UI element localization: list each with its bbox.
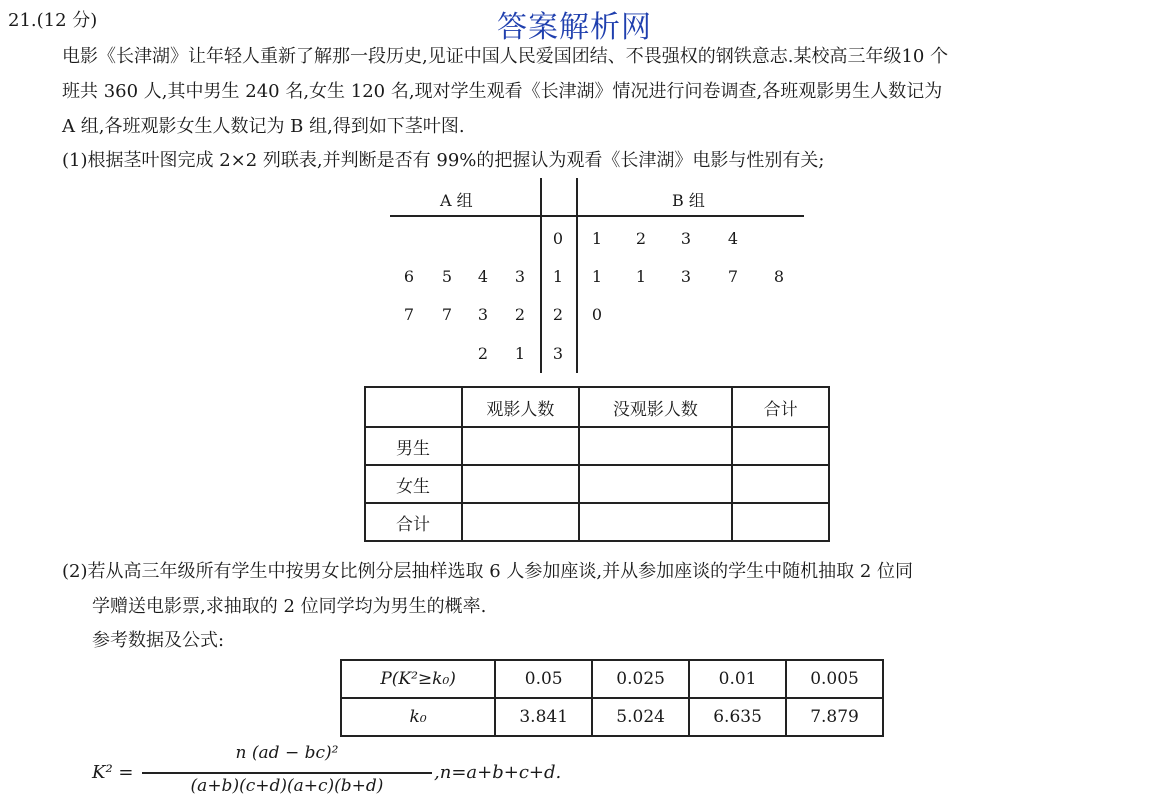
empty-cell <box>462 503 578 541</box>
contingency-table <box>364 386 830 542</box>
problem-text-line-3: A 组,各班观影女生人数记为 B 组,得到如下茎叶图. <box>62 116 465 137</box>
group-a-label: A 组 <box>440 191 473 210</box>
empty-cell <box>579 503 733 541</box>
formula-tail: ,n=a+b+c+d. <box>434 762 562 783</box>
k0-value: 5.024 <box>592 698 689 736</box>
table-row <box>365 387 829 427</box>
b-leaf: 1 <box>591 267 603 286</box>
table-row <box>365 465 829 503</box>
empty-cell <box>732 503 829 541</box>
a-leaf: 1 <box>514 344 526 363</box>
fraction-bar <box>142 772 432 774</box>
group-b-label: B 组 <box>672 191 705 210</box>
empty-cell <box>579 465 733 503</box>
stem-3: 3 <box>552 344 564 363</box>
part2-line-2: 学赠送电影票,求抽取的 2 位同学均为男生的概率. <box>92 596 487 617</box>
header-cell: 没观影人数 <box>579 387 733 427</box>
empty-cell <box>462 465 578 503</box>
table-row <box>365 427 829 465</box>
b-leaf: 1 <box>591 229 603 248</box>
b-leaf: 0 <box>591 305 603 324</box>
part1-text: (1)根据茎叶图完成 2×2 列联表,并判断是否有 99%的把握认为观看《长津湖》电影与性别有关; <box>62 150 825 171</box>
b-leaf: 3 <box>680 267 692 286</box>
formula-numerator: n (ad − bc)² <box>235 743 339 763</box>
a-leaf: 3 <box>477 305 489 324</box>
stem-1: 1 <box>552 267 564 286</box>
b-leaf: 7 <box>727 267 739 286</box>
a-leaf: 6 <box>403 267 415 286</box>
empty-cell <box>732 465 829 503</box>
reference-label: 参考数据及公式: <box>92 630 225 651</box>
prob-value: 0.05 <box>495 660 592 698</box>
b-leaf: 1 <box>635 267 647 286</box>
row-label: 男生 <box>365 427 462 465</box>
a-leaf: 7 <box>403 305 415 324</box>
k0-value: 7.879 <box>786 698 883 736</box>
table-row <box>365 503 829 541</box>
problem-number: 21.(12 分) <box>8 10 98 31</box>
a-leaf: 4 <box>477 267 489 286</box>
empty-cell <box>732 427 829 465</box>
table-row <box>341 660 883 698</box>
a-leaf: 7 <box>441 305 453 324</box>
row-label: 女生 <box>365 465 462 503</box>
prob-value: 0.01 <box>689 660 786 698</box>
header-cell <box>365 387 462 427</box>
problem-text-line-2: 班共 360 人,其中男生 240 名,女生 120 名,现对学生观看《长津湖》情况进行问卷调查,各班观影男生人数记为 <box>62 81 943 102</box>
k0-value: 6.635 <box>689 698 786 736</box>
formula-denominator: (a+b)(c+d)(a+c)(b+d) <box>190 776 384 796</box>
empty-cell <box>462 427 578 465</box>
prob-value: 0.005 <box>786 660 883 698</box>
watermark: 答案解析网 <box>497 10 652 45</box>
stem-2: 2 <box>552 305 564 324</box>
a-leaf: 5 <box>441 267 453 286</box>
b-leaf: 3 <box>680 229 692 248</box>
row-label: 合计 <box>365 503 462 541</box>
k0-value: 3.841 <box>495 698 592 736</box>
stem-0: 0 <box>552 229 564 248</box>
a-leaf: 2 <box>477 344 489 363</box>
problem-text-line-1: 电影《长津湖》让年轻人重新了解那一段历史,见证中国人民爱国团结、不畏强权的钢铁意志.某校高三年级10 个 <box>62 46 949 67</box>
stem-leaf-header-rule <box>390 215 804 217</box>
part2-line-1: (2)若从高三年级所有学生中按男女比例分层抽样选取 6 人参加座谈,并从参加座谈的学生中随机抽取 2 位同 <box>62 561 914 582</box>
header-cell: 观影人数 <box>462 387 578 427</box>
b-leaf: 2 <box>635 229 647 248</box>
prob-value: 0.025 <box>592 660 689 698</box>
stem-left-rule <box>540 178 542 373</box>
header-cell: 合计 <box>732 387 829 427</box>
a-leaf: 2 <box>514 305 526 324</box>
formula-lhs: K² = <box>92 762 134 783</box>
stem-right-rule <box>576 178 578 373</box>
k0-label: k₀ <box>341 698 495 736</box>
prob-label: P(K²≥k₀) <box>341 660 495 698</box>
b-leaf: 4 <box>727 229 739 248</box>
table-row <box>341 698 883 736</box>
a-leaf: 3 <box>514 267 526 286</box>
reference-table <box>340 659 884 737</box>
b-leaf: 8 <box>773 267 785 286</box>
empty-cell <box>579 427 733 465</box>
